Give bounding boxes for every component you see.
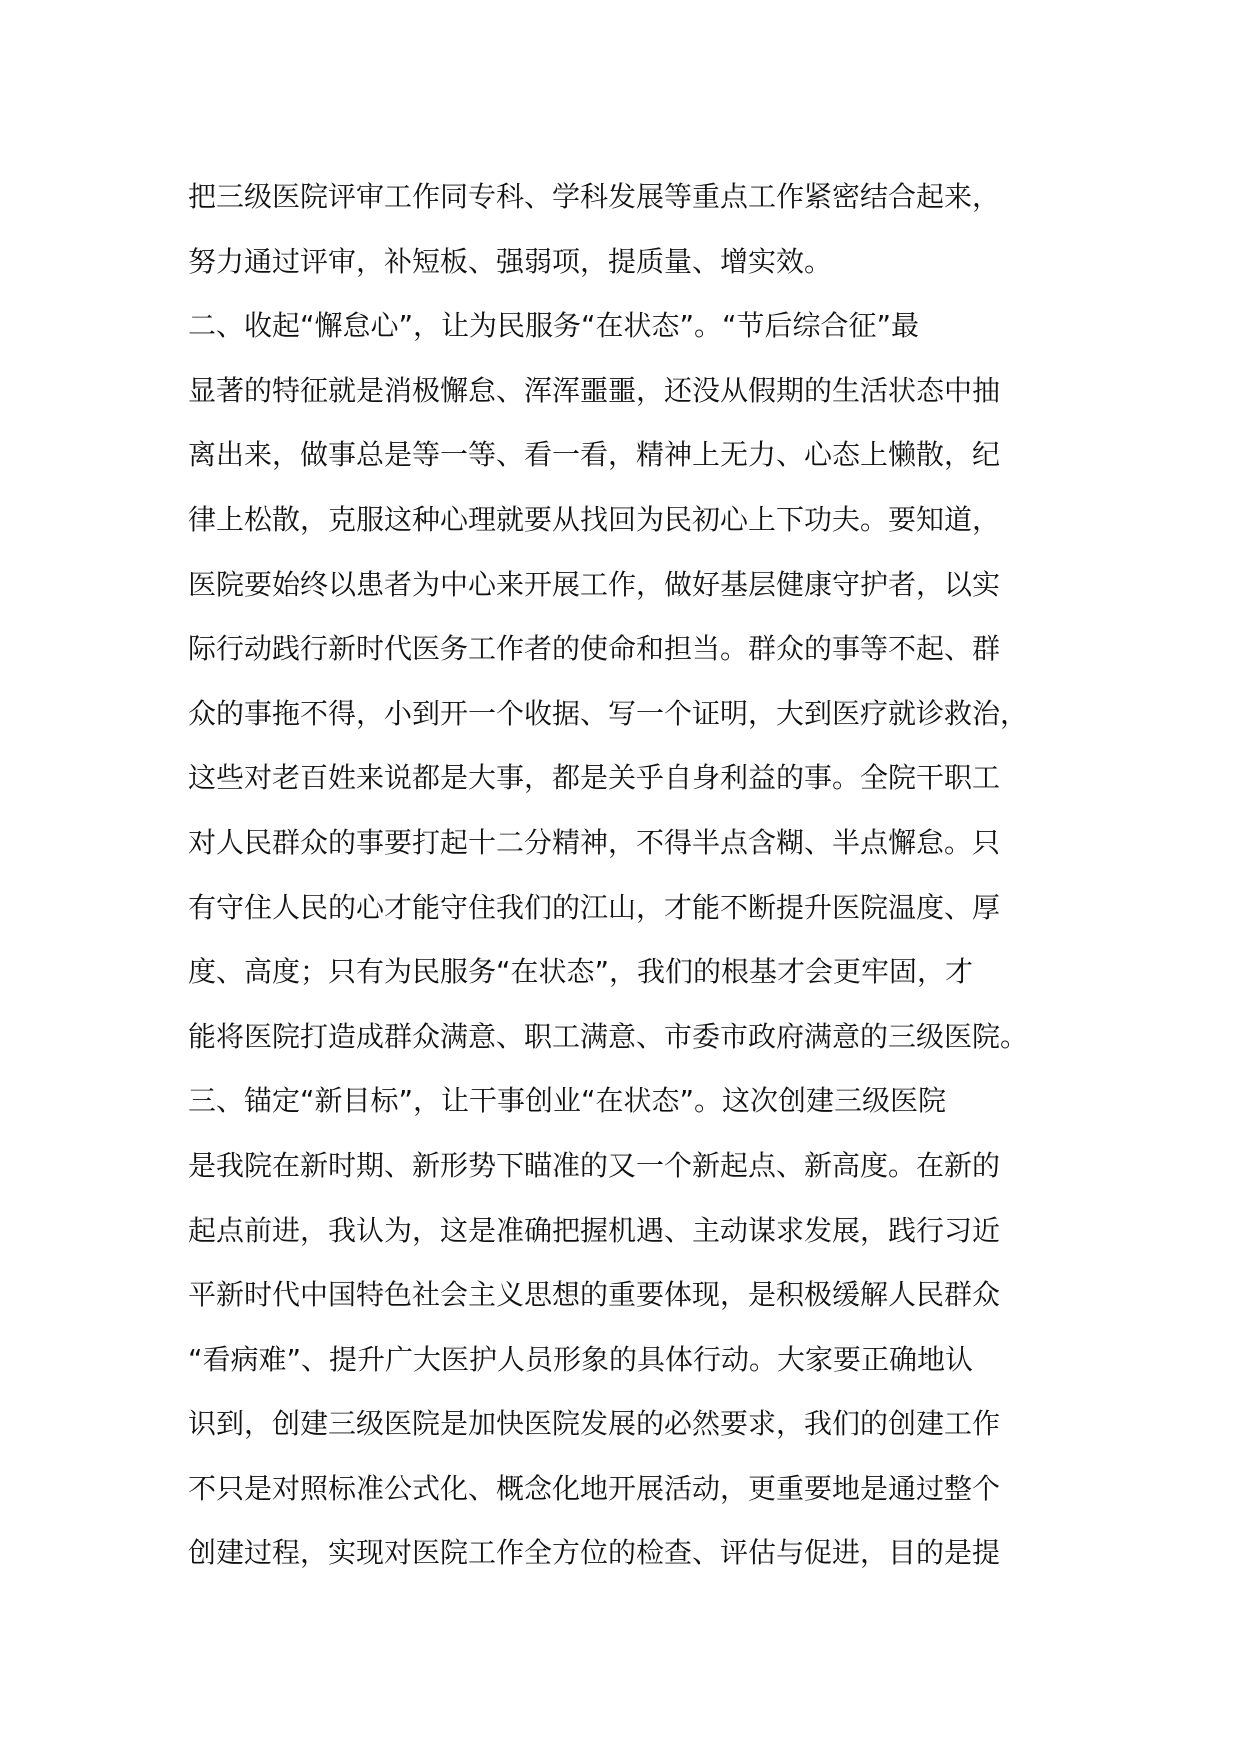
text-line: 有守住人民的心才能守住我们的江山，才能不断提升医院温度、厚	[188, 890, 1001, 924]
text-line: 众的事拖不得，小到开一个收据、写一个证明，大到医疗就诊救治，	[188, 696, 1029, 730]
text-line: 对人民群众的事要打起十二分精神，不得半点含糊、半点懈怠。只	[188, 825, 1001, 859]
text-line: 把三级医院评审工作同专科、学科发展等重点工作紧密结合起来，	[188, 180, 1001, 213]
text-line: 离出来，做事总是等一等、看一看，精神上无力、心态上懒散，纪	[188, 438, 1001, 472]
text-line: 显著的特征就是消极懈怠、浑浑噩噩，还没从假期的生活状态中抽	[188, 373, 1001, 407]
text-line: 不只是对照标准公式化、概念化地开展活动，更重要地是通过整个	[188, 1471, 1001, 1505]
body-text	[188, 165, 1088, 1586]
text-line: 这些对老百姓来说都是大事，都是关乎自身利益的事。全院干职工	[188, 761, 1001, 795]
text-line: 二、收起“懈怠心”，让为民服务“在状态”。“节后综合征”最	[188, 309, 920, 343]
text-line: 起点前进，我认为，这是准确把握机遇、主动谋求发展，践行习近	[188, 1213, 1001, 1247]
text-line: 创建过程，实现对医院工作全方位的检查、评估与促进，目的是提	[188, 1536, 1001, 1570]
text-line: 是我院在新时期、新形势下瞄准的又一个新起点、新高度。在新的	[188, 1148, 1001, 1182]
text-line: 医院要始终以患者为中心来开展工作，做好基层健康守护者，以实	[188, 567, 1001, 601]
text-line: 平新时代中国特色社会主义思想的重要体现，是积极缓解人民群众	[188, 1278, 1001, 1312]
text-line: 度、高度；只有为民服务“在状态”，我们的根基才会更牢固，才	[188, 955, 974, 989]
text-line: 三、锚定“新目标”，让干事创业“在状态”。这次创建三级医院	[188, 1084, 947, 1118]
text-line: “看病难”、提升广大医护人员形象的具体行动。大家要正确地认	[188, 1342, 974, 1376]
text-line: 努力通过评审，补短板、强弱项，提质量、增实效。	[188, 244, 833, 278]
text-line: 律上松散，克服这种心理就要从找回为民初心上下功夫。要知道，	[188, 502, 1001, 536]
text-line: 能将医院打造成群众满意、职工满意、市委市政府满意的三级医院。	[188, 1019, 1029, 1053]
text-line: 识到，创建三级医院是加快医院发展的必然要求，我们的创建工作	[188, 1407, 1001, 1441]
text-line: 际行动践行新时代医务工作者的使命和担当。群众的事等不起、群	[188, 632, 1001, 666]
